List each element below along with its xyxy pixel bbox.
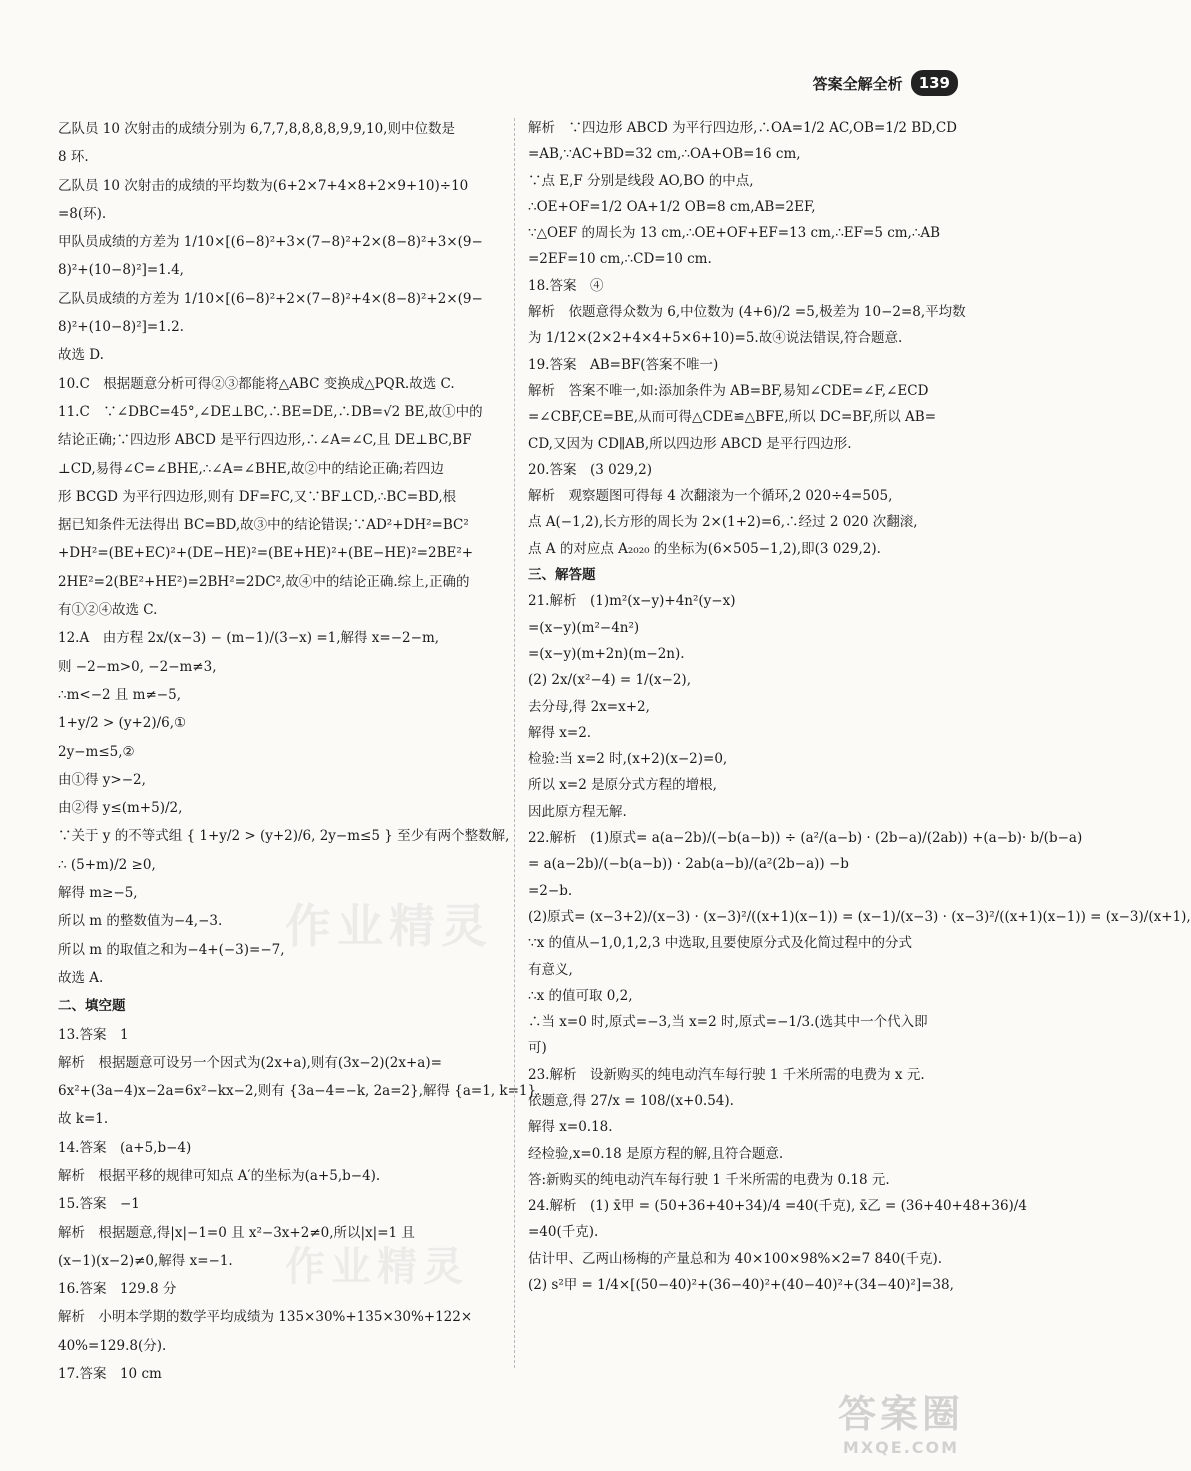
text-line: 解析 根据题意可设另一个因式为(2x+a),则有(3x−2)(2x+a)= (58, 1054, 442, 1071)
text-line: =AB,∵AC+BD=32 cm,∴OA+OB=16 cm, (528, 146, 801, 163)
text-line: 点 A(−1,2),长方形的周长为 2×(1+2)=6,∴经过 2 020 次翻滚, (528, 514, 918, 531)
text-line: 23.解析 设新购买的纯电动汽车每行驶 1 千米所需的电费为 x 元. (528, 1066, 925, 1083)
logo-url: MXQE.COM (842, 1438, 960, 1457)
text-line: 故选 A. (58, 969, 104, 986)
text-line: ⊥CD,易得∠C=∠BHE,∴∠A=∠BHE,故②中的结论正确;若四边 (58, 460, 444, 477)
text-line: 所以 m 的整数值为−4,−3. (58, 913, 223, 930)
text-line: =8(环). (58, 205, 107, 222)
text-line: 12.A 由方程 2x/(x−3) − (m−1)/(3−x) =1,解得 x=−2−m, (58, 630, 440, 647)
text-line: 14.答案 (a+5,b−4) (58, 1139, 192, 1156)
text-line: 检验:当 x=2 时,(x+2)(x−2)=0, (528, 751, 728, 768)
page-header (813, 70, 958, 96)
text-line: =40(千克). (528, 1224, 599, 1241)
text-line: 经检验,x=0.18 是原方程的解,且符合题意. (528, 1145, 784, 1162)
site-logo-watermark (826, 1383, 976, 1461)
text-line: 解析 ∵四边形 ABCD 为平行四边形,∴OA=1/2 AC,OB=1/2 BD,CD (528, 120, 958, 136)
text-line: ∴m<−2 且 m≠−5, (58, 686, 181, 703)
logo-text: 答案圈 (837, 1392, 964, 1436)
right-column (528, 115, 1191, 1298)
text-line: (2) 2x/(x²−4) = 1/(x−2), (528, 672, 691, 689)
text-line: 21.解析 (1)m²(x−y)+4n²(y−x) (528, 593, 736, 610)
text-line: 20.答案 (3 029,2) (528, 461, 653, 478)
text-line: 10.C 根据题意分析可得②③都能将△ABC 变换成△PQR.故选 C. (58, 375, 455, 392)
text-line: 22.解析 (1)原式= a(a−2b)/(−b(a−b)) ÷ (a²/(a−b) · (2b−a)/(2ab)) +(a−b)· b/(b−a) (528, 830, 1083, 847)
text-line: 由①得 y>−2, (58, 771, 146, 788)
text-line: 2HE²=2(BE²+HE²)=2BH²=2DC²,故④中的结论正确.综上,正确的 (58, 573, 470, 590)
text-line: 形 BCGD 为平行四边形,则有 DF=FC,又∵BF⊥CD,∴BC=BD,根 (58, 488, 457, 505)
text-line: 6x²+(3a−4)x−2a=6x²−kx−2,则有 {3a−4=−k, 2a=2},解得 {a=1, k=1}. (58, 1083, 541, 1100)
text-line: 乙队员 10 次射击的成绩分别为 6,7,7,8,8,8,8,9,9,10,则中位数是 (58, 121, 455, 137)
text-line: 解析 小明本学期的数学平均成绩为 135×30%+135×30%+122× (58, 1309, 473, 1326)
text-line: 解析 答案不唯一,如:添加条件为 AB=BF,易知∠CDE=∠F,∠ECD (528, 382, 929, 399)
text-line: 16.答案 129.8 分 (58, 1281, 177, 1298)
text-line: 三、解答题 (528, 567, 596, 584)
text-line: 故选 D. (58, 347, 104, 364)
text-line: ∵△OEF 的周长为 13 cm,∴OE+OF+EF=13 cm,∴EF=5 cm,∴AB (528, 225, 941, 242)
page-number-badge: 139 (911, 70, 958, 96)
text-line: 甲队员成绩的方差为 1/10×[(6−8)²+3×(7−8)²+2×(8−8)²+3×(9− (58, 234, 483, 251)
text-line: 19.答案 AB=BF(答案不唯一) (528, 356, 719, 373)
text-line: 解析 观察题图可得每 4 次翻滚为一个循环,2 020÷4=505, (528, 488, 893, 505)
text-line: ∵关于 y 的不等式组 { 1+y/2 > (y+2)/6, 2y−m≤5 } 至少有两个整数解, (58, 828, 510, 845)
text-line: 结论正确;∵四边形 ABCD 是平行四边形,∴∠A=∠C,且 DE⊥BC,BF (58, 432, 472, 449)
text-line: =2EF=10 cm,∴CD=10 cm. (528, 251, 712, 268)
text-line: 18.答案 ④ (528, 277, 604, 294)
text-line: 有①②④故选 C. (58, 602, 158, 619)
text-line: ∴当 x=0 时,原式=−3,当 x=2 时,原式=−1/3.(选其中一个代入即 (528, 1014, 928, 1031)
text-line: 17.答案 10 cm (58, 1366, 162, 1383)
text-line: ∴ (5+m)/2 ≥0, (58, 856, 156, 873)
text-line: =(x−y)(m+2n)(m−2n). (528, 645, 685, 662)
text-line: 1+y/2 > (y+2)/6,① (58, 715, 187, 732)
text-line: 解得 x=2. (528, 724, 592, 741)
left-column (58, 115, 541, 1388)
text-line: 二、填空题 (58, 998, 126, 1015)
text-line: 8 环. (58, 149, 89, 166)
text-line: =∠CBF,CE=BE,从而可得△CDE≌△BFE,所以 DC=BF,所以 AB= (528, 409, 937, 426)
text-line: 乙队员成绩的方差为 1/10×[(6−8)²+2×(7−8)²+4×(8−8)²+2×(9− (58, 290, 483, 307)
text-line: ∴x 的值可取 0,2, (528, 987, 633, 1004)
text-line: (2)原式= (x−3+2)/(x−3) · (x−3)²/((x+1)(x−1)) = (x−1)/(x−3) · (x−3)²/((x+1)(x−1)) = (x−3)/(x+1), (528, 908, 1191, 925)
text-line: 则 −2−m>0, −2−m≠3, (58, 658, 217, 675)
text-line: 据已知条件无法得出 BC=BD,故③中的结论错误;∵AD²+DH²=BC² (58, 517, 469, 534)
text-line: 8)²+(10−8)²]=1.4, (58, 262, 184, 279)
text-line: =2−b. (528, 882, 573, 899)
text-line: +DH²=(BE+EC)²+(DE−HE)²=(BE+HE)²+(BE−HE)²=2BE²+ (58, 545, 474, 562)
watermark-stamp: 作业精灵 (285, 899, 493, 953)
text-line: 故 k=1. (58, 1111, 109, 1128)
text-line: 去分母,得 2x=x+2, (528, 698, 650, 715)
text-line: ∴OE+OF=1/2 OA+1/2 OB=8 cm,AB=2EF, (528, 198, 816, 215)
text-line: 可) (528, 1040, 547, 1057)
text-line: 乙队员 10 次射击的成绩的平均数为(6+2×7+4×8+2×9+10)÷10 (58, 177, 469, 194)
text-line: 13.答案 1 (58, 1026, 129, 1043)
text-line: 解析 根据平移的规律可知点 A′的坐标为(a+5,b−4). (58, 1167, 381, 1184)
text-line: 估计甲、乙两山杨梅的产量总和为 40×100×98%×2=7 840(千克). (528, 1250, 943, 1267)
text-line: 解析 依题意得众数为 6,中位数为 (4+6)/2 =5,极差为 10−2=8,平均数 (528, 304, 966, 321)
text-line: 为 1/12×(2×2+4×4+5×6+10)=5.故④说法错误,符合题意. (528, 330, 903, 347)
text-line: ∵x 的值从−1,0,1,2,3 中选取,且要使原分式及化简过程中的分式 (528, 935, 912, 952)
text-line: 40%=129.8(分). (58, 1337, 167, 1354)
text-line: =(x−y)(m²−4n²) (528, 619, 640, 636)
watermark-stamp: 作业精灵 (285, 1244, 469, 1290)
text-line: 8)²+(10−8)²]=1.2. (58, 319, 184, 336)
text-line: 有意义, (528, 961, 573, 978)
text-line: 2y−m≤5,② (58, 743, 135, 760)
header-title: 答案全解全析 (812, 74, 903, 93)
text-line: (2) s²甲 = 1/4×[(50−40)²+(36−40)²+(40−40)²+(34−40)²]=38, (528, 1277, 954, 1294)
text-line: 答:新购买的纯电动汽车每行驶 1 千米所需的电费为 0.18 元. (528, 1171, 890, 1188)
text-line: 解得 m≥−5, (58, 885, 138, 902)
text-line: 11.C ∵∠DBC=45°,∠DE⊥BC,∴BE=DE,∴DB=√2 BE,故①中的 (58, 403, 483, 420)
text-line: 24.解析 (1) x̄甲 = (50+36+40+34)/4 =40(千克), x̄乙 = (36+40+48+36)/4 (528, 1198, 1027, 1215)
column-divider (514, 118, 515, 1368)
text-line: 解析 根据题意,得|x|−1=0 且 x²−3x+2≠0,所以|x|=1 且 (58, 1224, 415, 1241)
text-line: CD,又因为 CD∥AB,所以四边形 ABCD 是平行四边形. (528, 435, 852, 452)
text-line: 15.答案 −1 (58, 1196, 140, 1213)
text-line: 所以 m 的取值之和为−4+(−3)=−7, (58, 941, 285, 958)
text-line: 所以 x=2 是原分式方程的增根, (528, 777, 717, 794)
text-line: 点 A 的对应点 A₂₀₂₀ 的坐标为(6×505−1,2),即(3 029,2). (528, 540, 881, 557)
text-line: (x−1)(x−2)≠0,解得 x=−1. (58, 1252, 233, 1269)
text-line: = a(a−2b)/(−b(a−b)) · 2ab(a−b)/(a²(2b−a)) −b (528, 856, 849, 873)
text-line: 依题意,得 27/x = 108/(x+0.54). (528, 1092, 734, 1109)
text-line: ∵点 E,F 分别是线段 AO,BO 的中点, (528, 172, 754, 189)
text-line: 解得 x=0.18. (528, 1119, 613, 1136)
text-line: 因此原方程无解. (528, 803, 627, 820)
text-line: 由②得 y≤(m+5)/2, (58, 800, 183, 817)
